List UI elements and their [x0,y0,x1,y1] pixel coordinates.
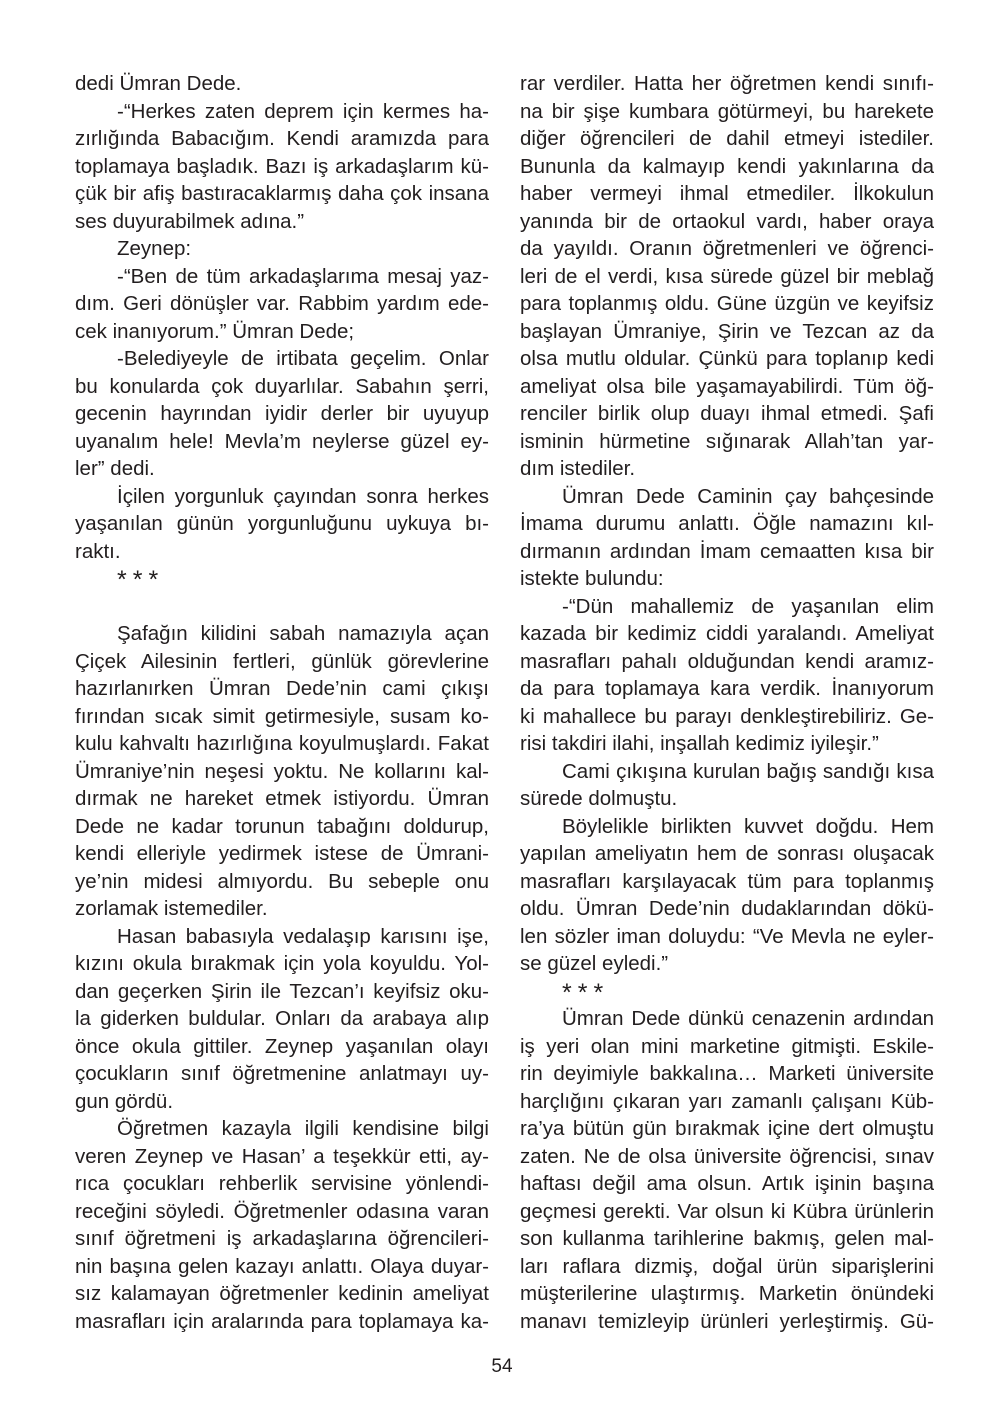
text-line: Ümraniye’nin neşesi yoktu. Ne kollarını kal- [75,759,489,783]
text-line: ki mahallece bu parayı denkleştirebiliriz. Ge- [520,704,934,728]
text-line: uyanalım hele! Mevla’m neylerse güzel ey- [75,429,489,453]
text-line: zırlığında Babacığım. Kendi aramızda para [75,127,489,150]
text-line: manavı temizleyip ürünleri yerleştirmiş. Gü- [520,1309,934,1333]
text-line: isminin hürmetine sığınarak Allah’tan yar- [520,429,934,453]
text-line: yapılan ameliyatın hem de sonrası oluşacak [520,842,934,865]
text-line: da para toplamaya kara verdik. İnanıyorum [520,677,934,700]
text-line: -“Dün mahallemiz de yaşanılan elim [562,594,934,618]
page-number: 54 [491,1356,513,1377]
text-line: önce okula gittiler. Zeynep yaşanılan olayı [75,1034,489,1058]
text-line: haftası değil ama olsun. Artık işinin başına [520,1172,934,1195]
text-line: masrafları karşılayacak tüm para toplanmış [520,869,934,893]
text-line: iş yeri olan mini marketine gitmişti. Eskile- [520,1034,934,1058]
text-line: dedi Ümran Dede. [75,72,242,95]
text-line: -“Ben de tüm arkadaşlarıma mesaj yaz- [117,264,489,288]
text-line: başlayan Ümraniye, Şirin ve Tezcan az da [520,319,934,343]
text-line: gecenin hayrından iyidir derler bir uyuyup [75,402,489,425]
text-line: diğer öğrencileri de dahil etmeyi istediler. [520,127,934,150]
text-line: ları raflara dizmiş, doğal ürün siparişlerini [520,1254,934,1278]
text-line: ye’nin midesi almıyordu. Bu sebeple onu [75,869,489,893]
text-line: masrafları için aralarında para toplamaya ka- [75,1309,489,1333]
text-line: cek inanıyorum.” Ümran Dede; [75,319,355,343]
text-line: Böylelikle birlikten kuvvet doğdu. Hem [562,814,934,838]
text-line: kızını okula bırakmak için yola koyuldu. Yol- [75,952,489,975]
text-line: kendi elleriyle yedirmek istese de Ümrani- [75,842,489,865]
text-line: Cami çıkışına kurulan bağış sandığı kısa [562,759,934,783]
text-line: kulu kahvaltı hazırlığına koyulmuşlardı. Fakat [75,732,489,755]
text-line: na bir şişe kumbara götürmeyi, bu harekete [520,99,934,123]
text-line: raktı. [75,539,121,563]
section-separator: *** [117,567,165,594]
text-line: gun gördü. [75,1089,174,1113]
text-line: istekte bulundu: [520,567,664,590]
text-line: ler” dedi. [75,457,155,480]
text-line: ses duyurabilmek adına.” [75,209,305,233]
blank-line [75,593,489,621]
text-line: yaşanılan günün yorgunluğunu uykuya bı- [75,512,489,535]
text-line: dan geçerken Şirin ile Tezcan’ı keyifsiz oku- [75,979,489,1003]
text-line: para toplanmış oldu. Güne üzgün ve keyifsiz [520,292,934,315]
text-line: nin başına gelen kazayı anlattı. Olaya duyar- [75,1254,489,1278]
text-line: İçilen yorgunluk çayından sonra herkes [117,484,489,508]
text-line: zaten. Ne de olsa üniversite öğrencisi, sınav [520,1144,934,1168]
text-line: oldu. Ümran Dede’nin dudaklarından dökü- [520,897,934,920]
text-line: İmama durumu anlattı. Öğle namazını kıl- [520,512,934,535]
text-line: renciler birlik olup duayı ihmal etmedi. Şafi [520,402,934,425]
text-line: veren Zeynep ve Hasan’ a teşekkür etti, ay- [75,1144,489,1168]
text-line: Şafağın kilidini sabah namazıyla açan [117,622,489,645]
text-line: Bununla da kalmayıp kendi yakınlarına da [520,154,934,178]
text-line: sürede dolmuştu. [520,787,678,810]
text-line: toplamaya başladık. Bazı iş arkadaşlarım kü- [75,154,489,178]
text-line: Hasan babasıyla vedalaşıp karısını işe, [117,924,489,948]
text-line: haber vermeyi ihmal etmediler. İlkokulun [520,182,934,205]
text-line: yanında bir de ortaokul vardı, haber oraya [520,209,934,233]
text-line: Ümran Dede Caminin çay bahçesinde [562,484,934,508]
text-line: Öğretmen kazayla ilgili kendisine bilgi [117,1117,489,1140]
text-line: sız kalamayan öğretmenler kedinin ameliyat [75,1282,489,1305]
text-line: -“Herkes zaten deprem için kermes ha- [117,99,489,123]
text-line: müşterilerine ulaştırmış. Marketin önündeki [520,1282,934,1305]
text-line: rar verdiler. Hatta her öğretmen kendi sınıfı- [520,72,934,95]
text-line: masrafları pahalı olduğundan kendi aramız- [520,649,934,673]
text-line: rıca çocukları rehberlik servisine yönlendi- [75,1172,489,1195]
text-line: çük bir afiş bastıracaklarmış daha çok insana [75,182,489,205]
text-line: se güzel eyledi.” [520,952,669,975]
text-line: -Belediyeyle de irtibata geçelim. Onlar [117,347,489,370]
text-line: zorlamak istemediler. [75,897,268,920]
section-separator: *** [562,979,610,1007]
text-line: sınıf öğretmeni iş arkadaşlarına öğrencileri- [75,1227,489,1250]
text-line: harçlığını çıkaran yarı zamanlı çalışanı Küb- [520,1089,934,1113]
text-line: fırından sıcak simit getirmesiyle, susam ko- [75,704,489,728]
text-line: ameliyat olsa bile yaşamayabilirdi. Tüm öğ- [520,374,934,398]
text-line: la giderken buldular. Onları da arabaya alıp [75,1007,489,1030]
text-line: ra’ya bütün gün bırakmak içine dert olmuştu [520,1117,934,1140]
text-line: dırmak ne hareket etmek istiyordu. Ümran [75,787,489,810]
right-column [520,70,934,1335]
text-line: Çiçek Ailesinin fertleri, günlük görevlerine [75,649,489,673]
text-line: geçmesi gerekti. Var olsun ki Kübra ürünlerin [520,1199,934,1223]
text-columns [75,70,934,1335]
text-line: receğini söyledi. Öğretmenler odasına varan [75,1199,489,1223]
text-line: Ümran Dede dünkü cenazenin ardından [562,1007,934,1030]
text-line: dım istediler. [520,457,636,480]
left-column [75,70,489,1335]
text-line: da yayıldı. Oranın öğretmenleri ve öğrenci- [520,237,934,260]
text-line: rin deyimiyle bakkalına… Marketi üniversite [520,1062,934,1085]
text-line: leri de el verdi, kısa sürede güzel bir meblağ [520,264,934,288]
text-line: son kullanma tarihlerine bakmış, gelen mal- [520,1227,934,1250]
text-line: olsa mutlu oldular. Çünkü para toplanıp kedi [520,347,934,370]
text-line: dım. Geri dönüşler var. Rabbim yardım ede- [75,292,489,315]
text-line: dırmanın ardından İmam cemaatten kısa bir [520,539,934,563]
text-line: len sözler iman doluydu: “Ve Mevla ne eyler- [520,924,934,948]
text-line: kazada bir kedimiz ciddi yaralandı. Ameliyat [520,622,934,645]
text-line: Dede ne kadar torunun tabağını doldurup, [75,814,489,838]
text-line: çocukların sınıf öğretmenine anlatmayı uy- [75,1062,489,1085]
text-line: Zeynep: [117,237,192,260]
text-line: bu konularda çok duyarlılar. Sabahın şerri, [75,374,489,398]
text-line: hazırlanırken Ümran Dede’nin cami çıkışı [75,677,489,700]
text-line: risi takdiri ilahi, inşallah kedimiz iyileşir.” [520,732,879,755]
